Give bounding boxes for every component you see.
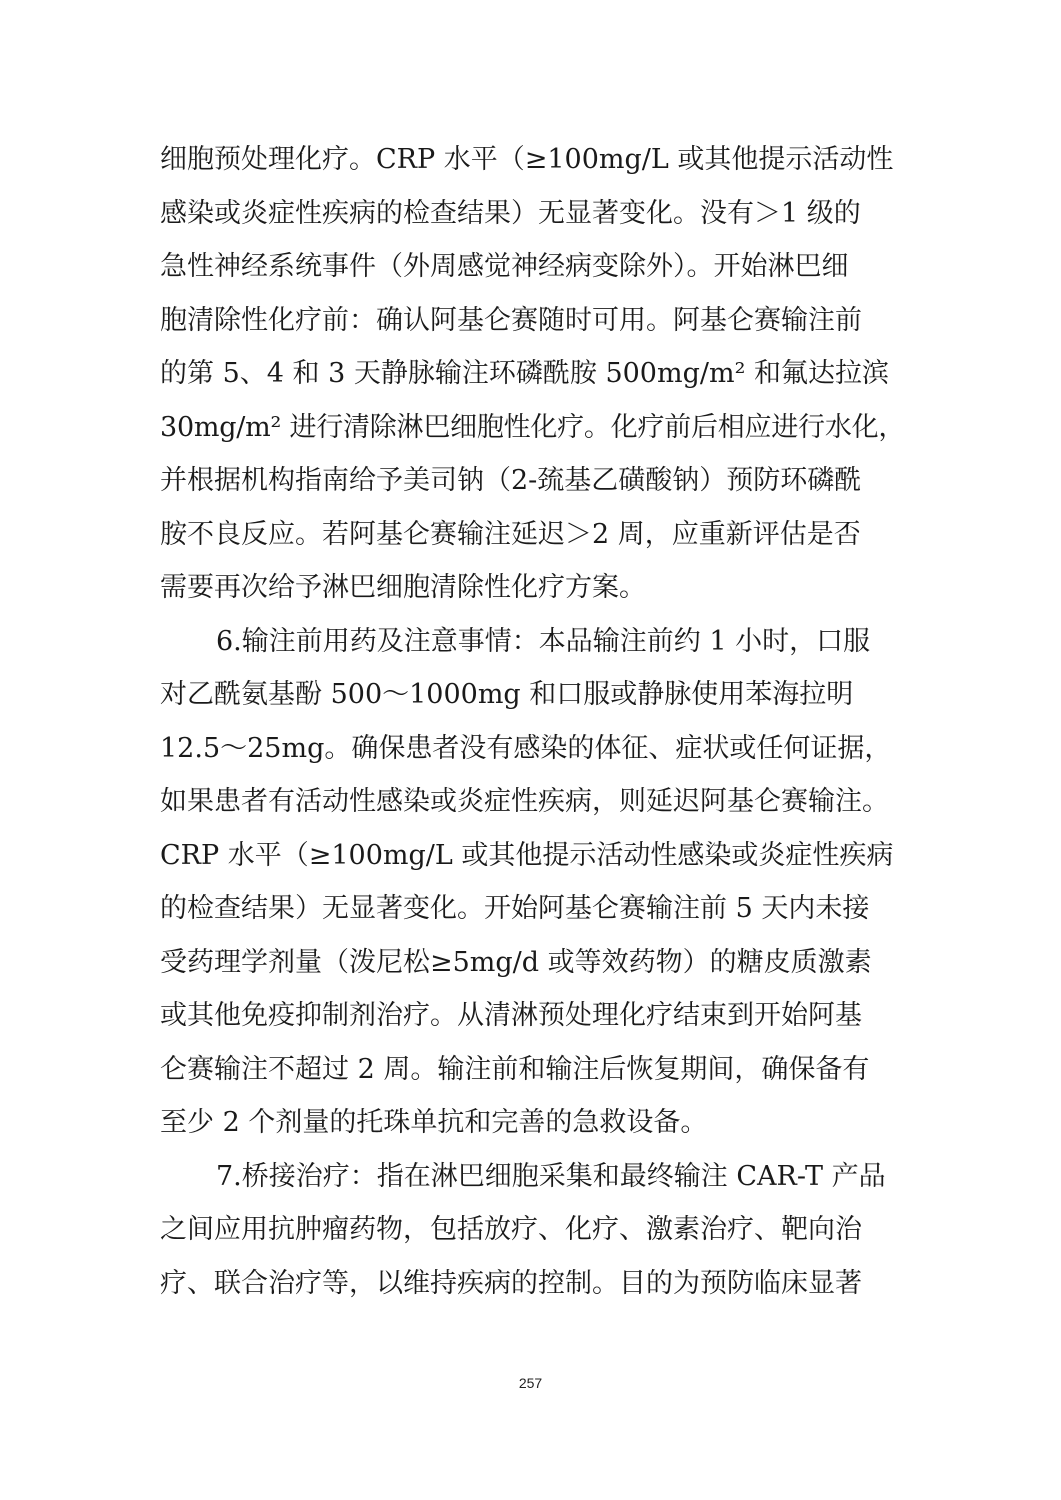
text-line: 细胞预处理化疗。CRP 水平（≥100mg/L 或其他提示活动性 bbox=[160, 144, 894, 175]
text-line: 并根据机构指南给予美司钠（2-巯基乙磺酸钠）预防环磷酰 bbox=[160, 465, 862, 496]
text-line: 疗、联合治疗等，以维持疾病的控制。目的为预防临床显著 bbox=[160, 1267, 862, 1299]
body-text bbox=[160, 133, 905, 1310]
text-line: CRP 水平（≥100mg/L 或其他提示活动性感染或炎症性疾病 bbox=[160, 839, 894, 871]
text-line: 胺不良反应。若阿基仑赛输注延迟＞2 周，应重新评估是否 bbox=[160, 518, 861, 550]
section-heading-line: 7.桥接治疗：指在淋巴细胞采集和最终输注 CAR-T 产品 bbox=[216, 1160, 886, 1192]
text-line: 或其他免疫抑制剂治疗。从清淋预处理化疗结束到开始阿基 bbox=[160, 1000, 862, 1031]
text-line: 受药理学剂量（泼尼松≥5mg/d 或等效药物）的糖皮质激素 bbox=[160, 946, 872, 978]
text-line: 对乙酰氨基酚 500～1000mg 和口服或静脉使用苯海拉明 bbox=[160, 679, 854, 710]
text-line: 的检查结果）无显著变化。开始阿基仑赛输注前 5 天内未接 bbox=[160, 893, 870, 924]
text-line: 至少 2 个剂量的托珠单抗和完善的急救设备。 bbox=[160, 1107, 708, 1138]
text-line: 30mg/m² 进行清除淋巴细胞性化疗。化疗前后相应进行水化， bbox=[160, 411, 906, 443]
text-line: 需要再次给予淋巴细胞清除性化疗方案。 bbox=[160, 572, 646, 603]
text-line: 急性神经系统事件（外周感觉神经病变除外）。开始淋巴细 bbox=[160, 251, 849, 282]
section-heading-line: 6.输注前用药及注意事情：本品输注前约 1 小时，口服 bbox=[216, 625, 871, 657]
text-line: 仑赛输注不超过 2 周。输注前和输注后恢复期间，确保备有 bbox=[160, 1053, 870, 1085]
text-line: 感染或炎症性疾病的检查结果）无显著变化。没有＞1 级的 bbox=[160, 197, 861, 229]
text-line: 12.5～25mg。确保患者没有感染的体征、症状或任何证据， bbox=[160, 732, 892, 764]
text-line: 胞清除性化疗前：确认阿基仑赛随时可用。阿基仑赛输注前 bbox=[160, 304, 862, 336]
page-number: 257 bbox=[518, 1375, 543, 1391]
text-line: 之间应用抗肿瘤药物，包括放疗、化疗、激素治疗、靶向治 bbox=[160, 1214, 862, 1245]
text-line: 的第 5、4 和 3 天静脉输注环磷酰胺 500mg/m² 和氟达拉滨 bbox=[160, 358, 889, 389]
text-line: 如果患者有活动性感染或炎症性疾病，则延迟阿基仑赛输注。 bbox=[160, 786, 889, 817]
